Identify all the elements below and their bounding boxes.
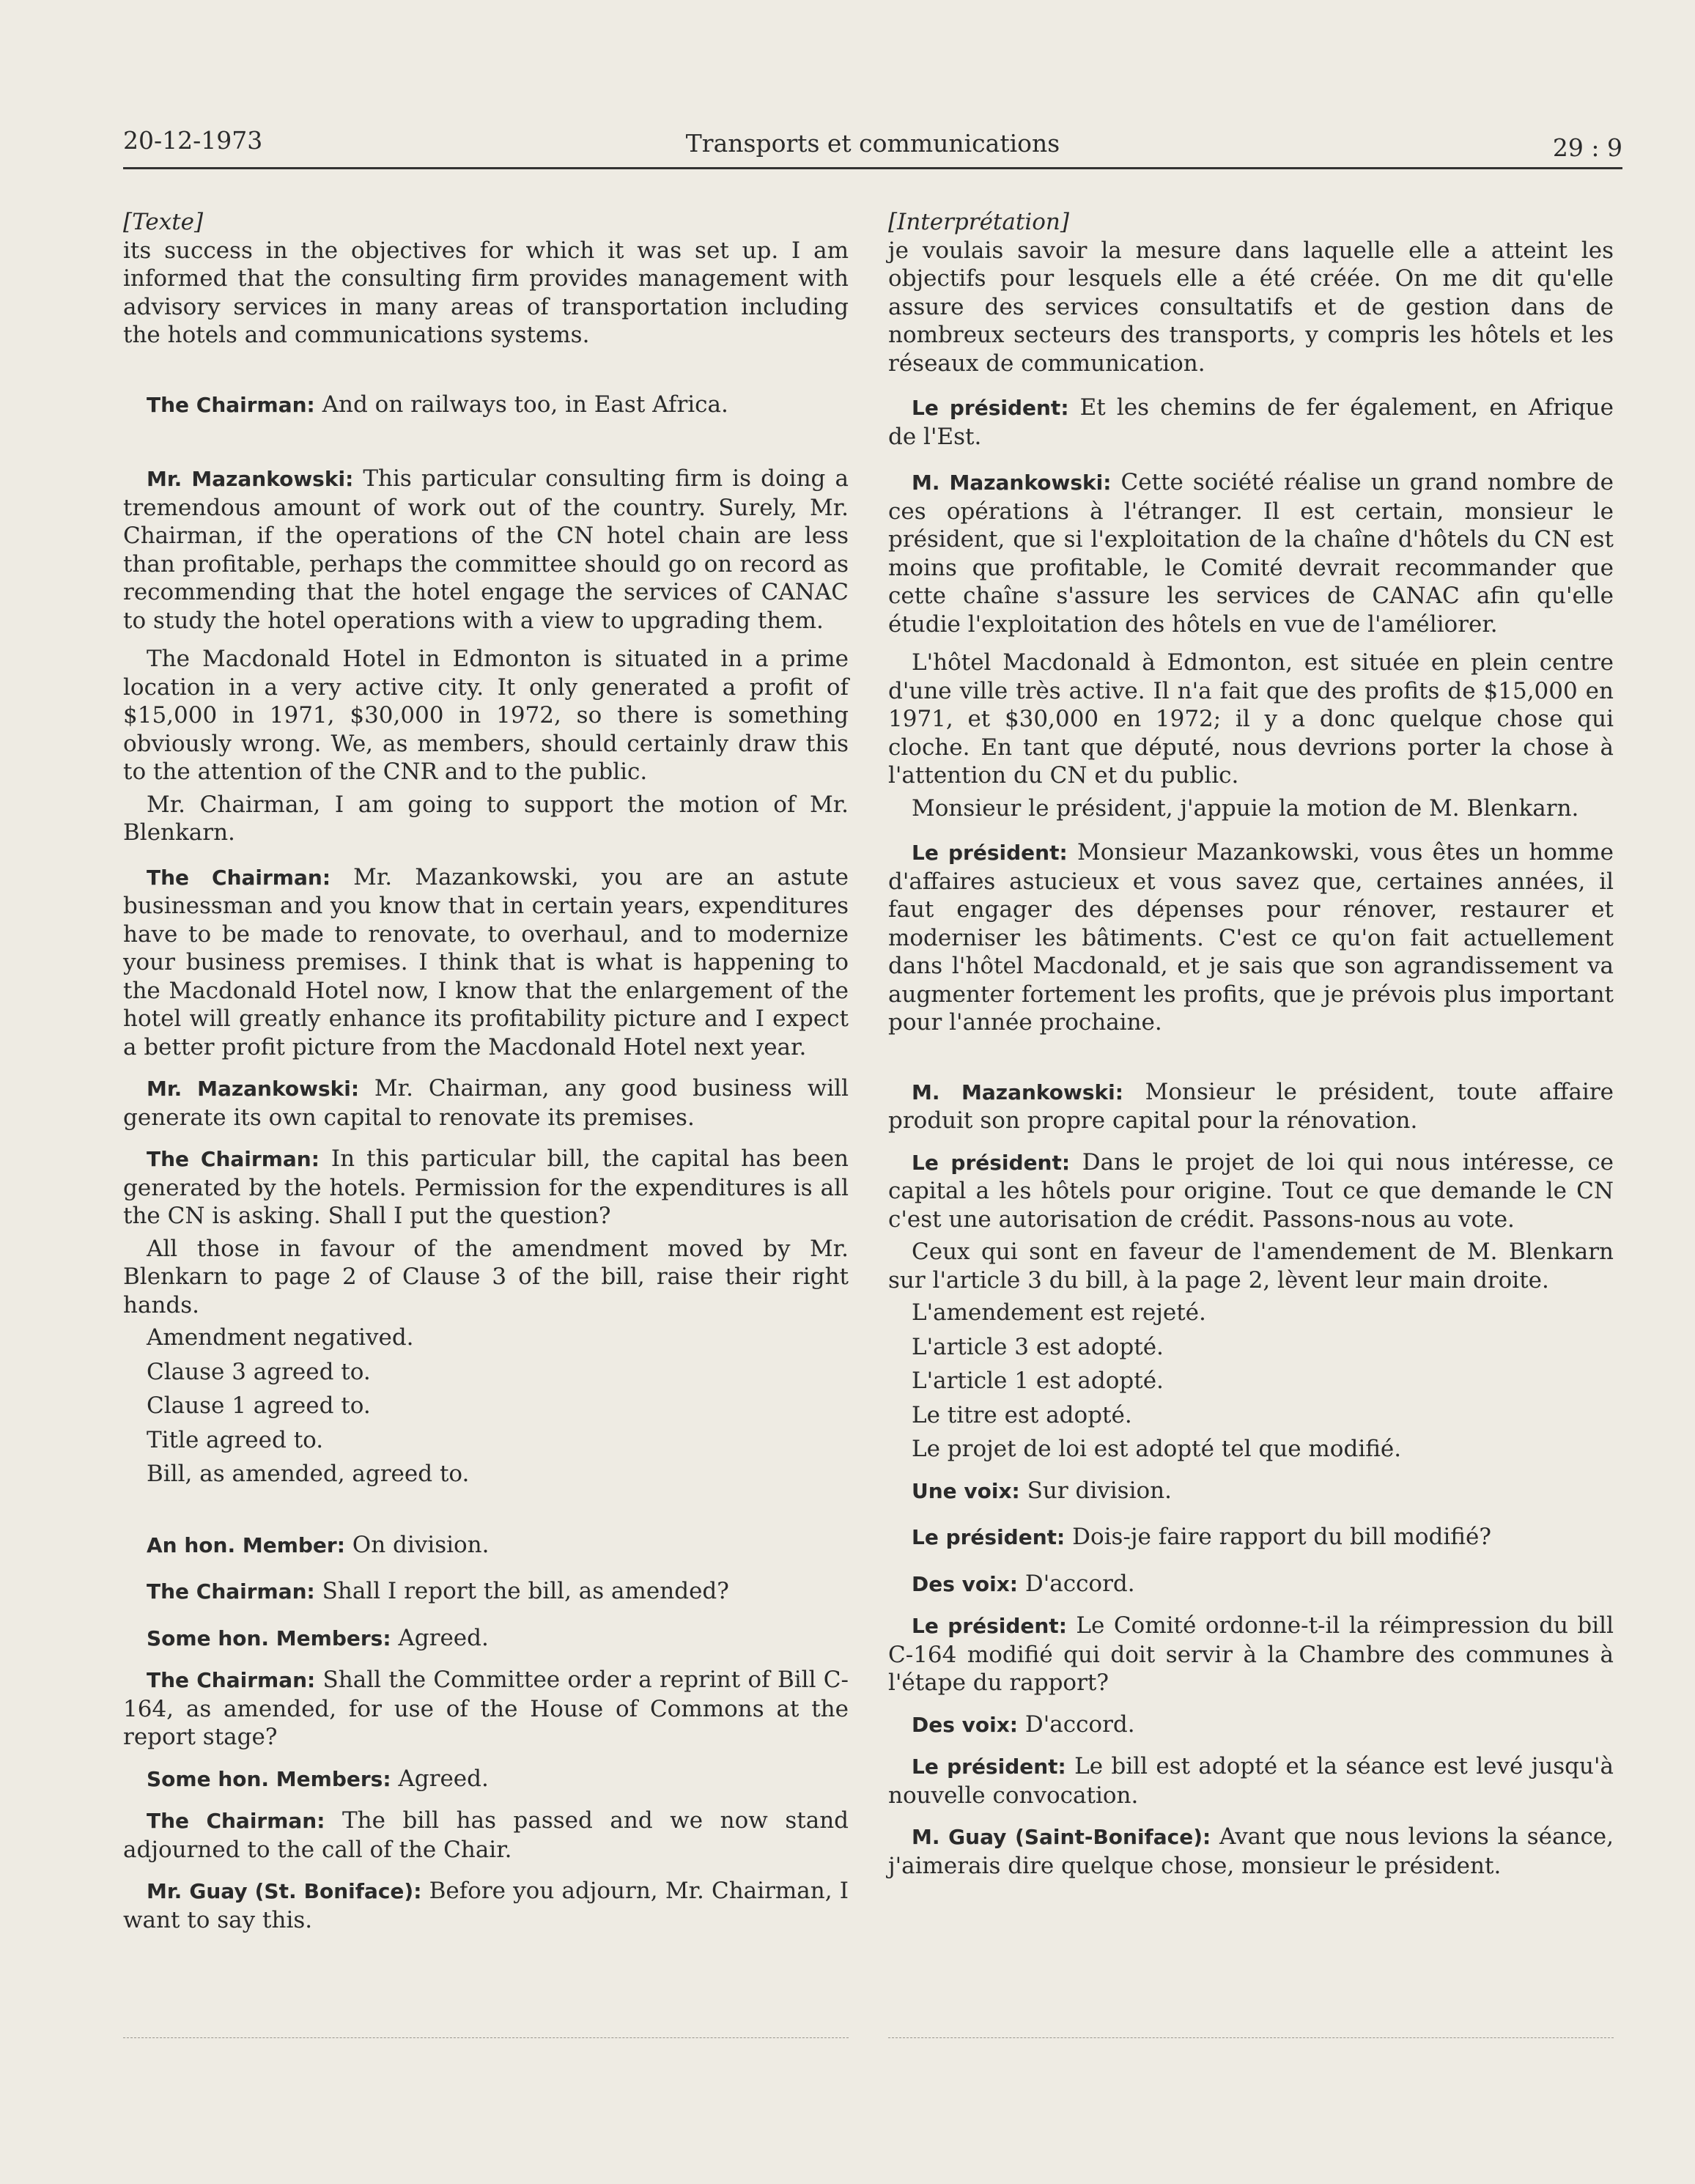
speech	[123, 1666, 849, 1752]
speech	[123, 863, 849, 1062]
speech-text: In this particular bill, the capital has been generated by the hotels. Permission for the expenditures is all the CN is asking. Shall I put the question?	[123, 1146, 849, 1229]
result-line: Clause 3 agreed to.	[147, 1358, 371, 1385]
paragraph: its success in the objectives for which it was set up. I am informed that the consulting firm provides management with advisory services in many areas of transportation including the hotels and communications systems.	[123, 237, 849, 348]
speaker-label: Le président:	[912, 1614, 1067, 1638]
speaker-label: The Chairman:	[147, 1147, 320, 1171]
speech	[123, 1145, 849, 1231]
speech-text: And on railways too, in East Africa.	[314, 391, 728, 418]
result-line: Bill, as amended, agreed to.	[147, 1461, 470, 1487]
speech	[888, 838, 1614, 1037]
speaker-label: Des voix:	[912, 1571, 1018, 1596]
paragraph: All those in favour of the amendment moved by Mr. Blenkarn to page 2 of Clause 3 of the bill, raise their right hands.	[123, 1235, 849, 1318]
speech	[123, 1531, 849, 1560]
speech-text: The bill has passed and we now stand adjourned to the call of the Chair.	[123, 1807, 849, 1863]
speech-text: D'accord.	[1018, 1570, 1135, 1597]
speaker-label: The Chairman:	[147, 392, 315, 417]
speech-text: Mr. Chairman, any good business will generate its own capital to renovate its premises.	[123, 1075, 849, 1131]
paragraph: Mr. Chairman, I am going to support the motion of Mr. Blenkarn.	[123, 791, 849, 846]
result-line: Amendment negatived.	[147, 1324, 414, 1351]
footer-rule	[123, 2037, 849, 2038]
french-column	[888, 208, 1614, 1880]
speaker-label: Une voix:	[912, 1478, 1020, 1503]
speaker-label: Le président:	[912, 841, 1068, 865]
speech	[888, 1752, 1614, 1809]
speech-text: Cette société réalise un grand nombre de ces opérations à l'étranger. Il est certain, monsieur le président, que si l'exploitation de la chaîne d'hôtels du CN est moins que profitable, le Comité devrait recommander que cette chaîne s'assure les services de CANAC afin qu'elle étudie l'exploitation des hôtels en vue de l'améliorer.	[888, 469, 1614, 638]
speaker-label: Mr. Guay (St. Boniface):	[147, 1879, 422, 1903]
footer-rule	[888, 2037, 1614, 2038]
speaker-label: The Chairman:	[147, 1579, 315, 1604]
result-line: L'amendement est rejeté.	[912, 1299, 1206, 1326]
speech-text: Shall the Committee order a reprint of Bill C-164, as amended, for use of the House of Commons at the report stage?	[123, 1667, 849, 1750]
paragraph: L'hôtel Macdonald à Edmonton, est située en plein centre d'une ville très active. Il n'a fait que des profits de $15,000 en 1971, et $30,000 en 1972; il y a donc quelque chose qui cloche. En tant que député, nous devrions porter la chose à l'attention du CN et du public.	[888, 649, 1614, 789]
speech	[123, 1807, 849, 1864]
speech	[123, 1577, 849, 1606]
speech	[123, 1074, 849, 1132]
speaker-label: The Chairman:	[147, 1668, 316, 1692]
result-line: L'article 3 est adopté.	[912, 1333, 1164, 1360]
speech-text: On division.	[344, 1531, 490, 1558]
speaker-label: Des voix:	[912, 1712, 1018, 1737]
speech	[888, 1612, 1614, 1697]
speech-text: Agreed.	[391, 1765, 489, 1792]
paragraph: je voulais savoir la mesure dans laquelle elle a atteint les objectifs pour lesquels elle a été créée. On me dit qu'elle assure des services consultatifs et de gestion dans de nombreux secteurs des transports, y compris les hôtels et les réseaux de communication.	[888, 237, 1614, 377]
speech	[123, 1877, 849, 1934]
speech-text: This particular consulting firm is doing a tremendous amount of work out of the country. Surely, Mr. Chairman, if the operations of the CN hotel chain are less than profitable, perhaps the committee should go on record as recommending that the hotel engage the services of CANAC to study the hotel operations with a view to upgrading them.	[123, 465, 849, 634]
speech-text: Le bill est adopté et la séance est levé jusqu'à nouvelle convocation.	[888, 1753, 1614, 1809]
result-line: Clause 1 agreed to.	[147, 1392, 371, 1419]
speaker-label: Le président:	[912, 1755, 1066, 1779]
speech-text: Et les chemins de fer également, en Afrique de l'Est.	[888, 394, 1614, 450]
paragraph: The Macdonald Hotel in Edmonton is situated in a prime location in a very active city. It only generated a profit of $15,000 in 1971, $30,000 in 1972, so there is something obviously wrong. We, as members, should certainly draw this to the attention of the CNR and to the public.	[123, 646, 849, 785]
speech-text: Avant que nous levions la séance, j'aimerais dire quelque chose, monsieur le président.	[888, 1823, 1614, 1879]
speaker-label: M. Mazankowski:	[912, 471, 1112, 495]
result-line: Title agreed to.	[147, 1426, 324, 1453]
speaker-label: Le président:	[912, 1150, 1071, 1175]
speech	[888, 1148, 1614, 1234]
speech-text: Monsieur le président, toute affaire produit son propre capital pour la rénovation.	[888, 1078, 1614, 1134]
speech	[888, 1570, 1614, 1599]
speaker-label: Mr. Mazankowski:	[147, 467, 354, 491]
speech-text: Before you adjourn, Mr. Chairman, I want to say this.	[123, 1878, 849, 1933]
english-column	[123, 208, 849, 1934]
speaker-label: Some hon. Members:	[147, 1766, 391, 1791]
speech-text: Shall I report the bill, as amended?	[314, 1578, 729, 1604]
speech	[888, 1477, 1614, 1506]
speech	[888, 1711, 1614, 1740]
speech-text: Sur division.	[1019, 1477, 1172, 1504]
speech	[888, 394, 1614, 451]
header-title: Transports et communications	[685, 129, 1060, 158]
speech-text: Le Comité ordonne-t-il la réimpression du bill C-164 modifié qui doit servir à la Chambre des communes à l'étape du rapport?	[888, 1612, 1614, 1696]
speech	[123, 391, 849, 420]
page-number: 29 : 9	[1552, 133, 1622, 162]
speech	[888, 1823, 1614, 1880]
result-line: L'article 1 est adopté.	[912, 1368, 1164, 1394]
speech-text: Mr. Mazankowski, you are an astute businessman and you know that in certain years, expenditures have to be made to renovate, to overhaul, and to modernize your business premises. I think that is what is happening to the Macdonald Hotel now, I know that the enlargement of the hotel will greatly enhance its profitability picture and I expect a better profit picture from the Macdonald Hotel next year.	[123, 863, 849, 1060]
speech-text: Monsieur Mazankowski, vous êtes un homme d'affaires astucieux et vous savez que, certaines années, il faut engager des dépenses pour rénover, restaurer et moderniser les bâtiments. C'est ce qu'on fait actuellement dans l'hôtel Macdonald, et je sais que son agrandissement va augmenter fortement les profits, que je prévois plus important pour l'année prochaine.	[888, 839, 1614, 1036]
running-header	[123, 123, 1622, 169]
speech	[123, 1765, 849, 1794]
speech	[123, 465, 849, 635]
speaker-label: The Chairman:	[147, 1809, 325, 1833]
result-line: Le projet de loi est adopté tel que modifié.	[912, 1436, 1402, 1462]
speaker-label: Le président:	[912, 396, 1069, 420]
paragraph: Ceux qui sont en faveur de l'amendement de M. Blenkarn sur l'article 3 du bill, à la page 2, lèvent leur main droite.	[888, 1239, 1614, 1294]
speech	[123, 1624, 849, 1653]
speaker-label: Some hon. Members:	[147, 1626, 391, 1650]
speaker-label: Le président:	[912, 1525, 1066, 1549]
paragraph: Monsieur le président, j'appuie la motion de M. Blenkarn.	[912, 794, 1579, 822]
speaker-label: The Chairman:	[147, 865, 331, 890]
speech-text: Dans le projet de loi qui nous intéresse, ce capital a les hôtels pour origine. Tout ce que demande le CN c'est une autorisation de crédit. Passons-nous au vote.	[888, 1148, 1614, 1233]
speech	[888, 1523, 1614, 1552]
result-line: Le titre est adopté.	[912, 1401, 1132, 1428]
speech	[888, 468, 1614, 638]
speech-text: Dois-je faire rapport du bill modifié?	[1065, 1524, 1491, 1550]
speaker-label: M. Guay (Saint-Boniface):	[912, 1825, 1211, 1849]
speech	[888, 1078, 1614, 1135]
header-date: 20-12-1973	[123, 126, 263, 155]
speaker-label: M. Mazankowski:	[912, 1080, 1123, 1104]
speech-text: Agreed.	[391, 1624, 489, 1651]
language-marker: [Interprétation]	[888, 209, 1069, 235]
speaker-label: An hon. Member:	[147, 1532, 345, 1557]
language-marker: [Texte]	[123, 209, 204, 235]
speaker-label: Mr. Mazankowski:	[147, 1077, 360, 1101]
speech-text: D'accord.	[1018, 1711, 1135, 1738]
